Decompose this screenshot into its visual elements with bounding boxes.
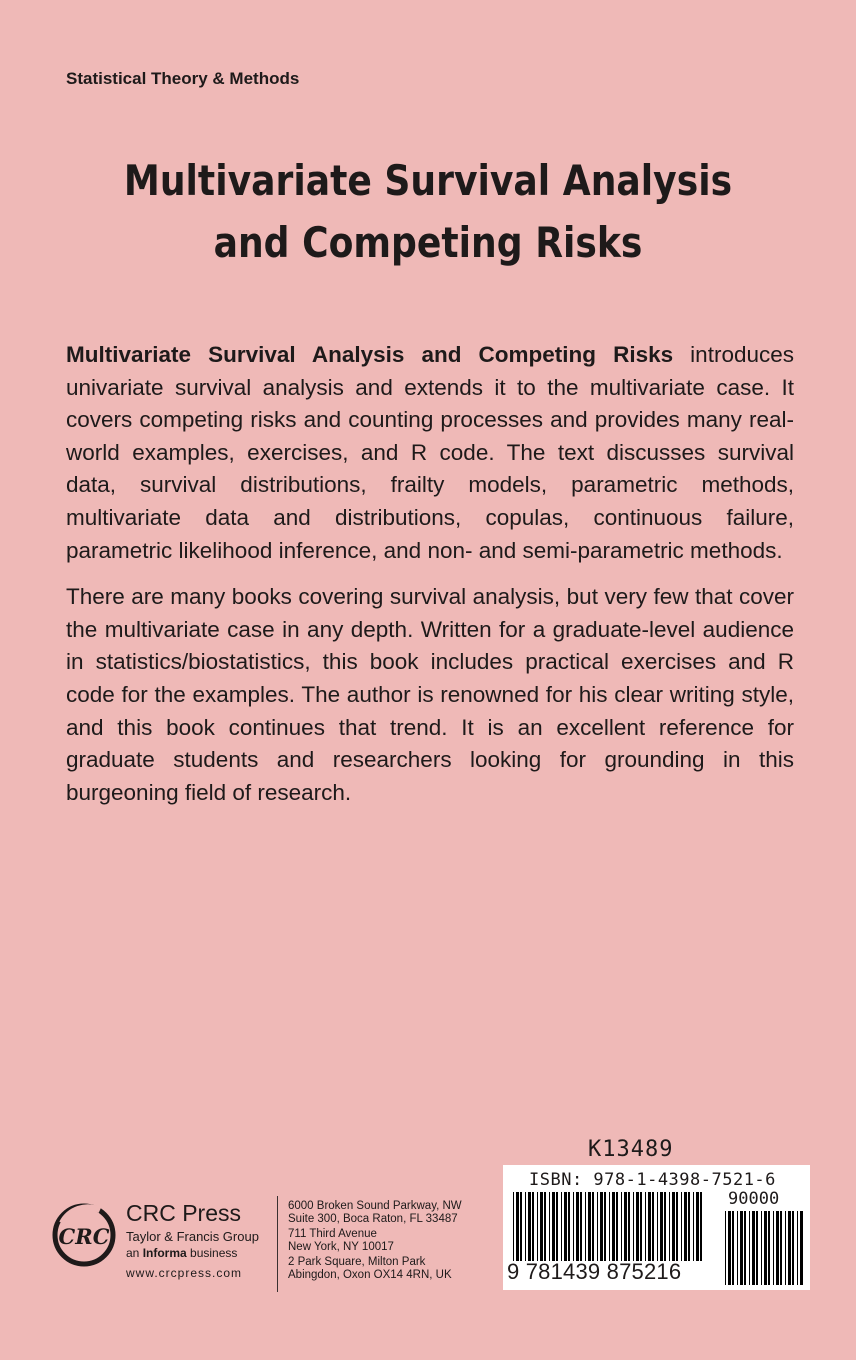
description-paragraph-2: There are many books covering survival analysis, but very few that cover the multivariate case in any depth. Written for a graduate-level audience in statistics/biostatistics, this book includes practical exercises and R code for the examples. The author is renowned for his clear writing style, and this book continues that trend. It is an excellent reference for graduate students and researchers looking for grounding in this burgeoning field of research. (66, 584, 794, 805)
barcode-bar (568, 1192, 570, 1261)
barcode-bar (621, 1192, 622, 1261)
barcode-bar (744, 1211, 746, 1285)
barcode-bar (737, 1211, 738, 1285)
barcode-bar (597, 1192, 598, 1261)
book-description (66, 339, 794, 823)
barcode-bar (688, 1192, 690, 1261)
product-code: K13489 (588, 1137, 674, 1162)
barcode-bar (792, 1211, 794, 1285)
barcode-bar (612, 1192, 615, 1261)
barcode-bar (528, 1192, 531, 1261)
address-line: Abingdon, Oxon OX14 4RN, UK (288, 1269, 452, 1281)
price-addon-code: 90000 (728, 1189, 780, 1209)
publisher-divider (277, 1196, 278, 1292)
publisher-group: Taylor & Francis Group (126, 1229, 259, 1244)
barcode-bar (592, 1192, 594, 1261)
barcode-bar (660, 1192, 663, 1261)
barcode-bar (761, 1211, 762, 1285)
barcode-bar (732, 1211, 734, 1285)
barcode-bar (609, 1192, 610, 1261)
barcode-bar (645, 1192, 646, 1261)
barcode-bar (725, 1211, 726, 1285)
barcode-bar (648, 1192, 651, 1261)
publisher-addresses (288, 1200, 462, 1284)
barcode-bar (785, 1211, 786, 1285)
barcode-bar (573, 1192, 574, 1261)
barcode-bar (780, 1211, 782, 1285)
barcode-bar (540, 1192, 543, 1261)
barcode-bar (580, 1192, 582, 1261)
barcode-bar (676, 1192, 678, 1261)
description-p1-text: introduces univariate survival analysis and extends it to the multivariate case. It covers competing risks and counting processes and provides many real-world examples, exercises, and R code. The text discusses survival data, survival distributions, frailty models, parametric methods, multivariate data and distributions, copulas, continuous failure, parametric likelihood inference, and non- and semi-parametric methods. (66, 342, 794, 563)
publisher-website[interactable]: www.crcpress.com (126, 1266, 243, 1280)
address-new-york (288, 1228, 462, 1254)
informa-prefix: an (126, 1246, 143, 1260)
crc-logo-text: CRC (58, 1224, 110, 1249)
barcode-bar (532, 1192, 534, 1261)
address-line: 2 Park Square, Milton Park (288, 1256, 426, 1268)
barcode-bar (752, 1211, 755, 1285)
barcode-bar (537, 1192, 538, 1261)
barcode-bar (628, 1192, 630, 1261)
barcode-bar (696, 1192, 699, 1261)
barcode-bar (681, 1192, 682, 1261)
description-paragraph-1 (66, 339, 794, 567)
barcode-bar (800, 1211, 803, 1285)
description-bold-title: Multivariate Survival Analysis and Competing Risks (66, 342, 674, 367)
barcode-bar (664, 1192, 666, 1261)
barcode-bar (633, 1192, 634, 1261)
barcode-bar (728, 1211, 731, 1285)
barcode-bar (669, 1192, 670, 1261)
book-title-line-2: and Competing Risks (213, 218, 643, 267)
barcode-bar (576, 1192, 579, 1261)
barcode-bar (624, 1192, 627, 1261)
address-abingdon (288, 1256, 462, 1282)
address-line: 711 Third Avenue (288, 1228, 377, 1240)
isbn-label: ISBN: 978-1-4398-7521-6 (529, 1170, 776, 1190)
barcode-bar (561, 1192, 562, 1261)
barcode-bar (700, 1192, 702, 1261)
barcode-bar (513, 1192, 514, 1261)
barcode-bar (756, 1211, 758, 1285)
barcode-bar (564, 1192, 567, 1261)
address-line: Suite 300, Boca Raton, FL 33487 (288, 1213, 458, 1225)
barcode-bar (552, 1192, 555, 1261)
barcode-bar (672, 1192, 675, 1261)
barcode-bar (773, 1211, 774, 1285)
barcode-bar (544, 1192, 546, 1261)
barcode-bar (693, 1192, 694, 1261)
barcode-bar (749, 1211, 750, 1285)
barcode-number: 9 781439 875216 (507, 1259, 682, 1284)
address-line: New York, NY 10017 (288, 1241, 394, 1253)
isbn-barcode (503, 1165, 810, 1290)
barcode-bar (600, 1192, 603, 1261)
barcode-bar (776, 1211, 779, 1285)
barcode-bar (549, 1192, 550, 1261)
crc-logo-icon (52, 1203, 116, 1267)
barcode-bar (797, 1211, 798, 1285)
barcode-bar (764, 1211, 767, 1285)
barcode-bar (588, 1192, 591, 1261)
barcode-bar (616, 1192, 618, 1261)
address-boca-raton (288, 1200, 462, 1226)
barcode-bar (636, 1192, 639, 1261)
barcode-bar (585, 1192, 586, 1261)
barcode-bar (604, 1192, 606, 1261)
barcode-bar (657, 1192, 658, 1261)
barcode-bar (768, 1211, 770, 1285)
barcode-bar (788, 1211, 791, 1285)
informa-suffix: business (186, 1246, 238, 1260)
barcode-bar (640, 1192, 642, 1261)
book-title (60, 150, 796, 274)
publisher-name: CRC Press (126, 1200, 242, 1226)
barcode-bar (516, 1192, 519, 1261)
barcode-bar (652, 1192, 654, 1261)
address-line: 6000 Broken Sound Parkway, NW (288, 1200, 462, 1212)
series-label: Statistical Theory & Methods (66, 69, 300, 88)
barcode-bar (684, 1192, 687, 1261)
barcode-bar (556, 1192, 558, 1261)
barcode-bar (740, 1211, 743, 1285)
publisher-informa (126, 1246, 237, 1260)
book-title-line-1: Multivariate Survival Analysis (123, 156, 733, 205)
barcode-bar (520, 1192, 522, 1261)
informa-bold: Informa (142, 1246, 187, 1260)
barcode-bar (525, 1192, 526, 1261)
